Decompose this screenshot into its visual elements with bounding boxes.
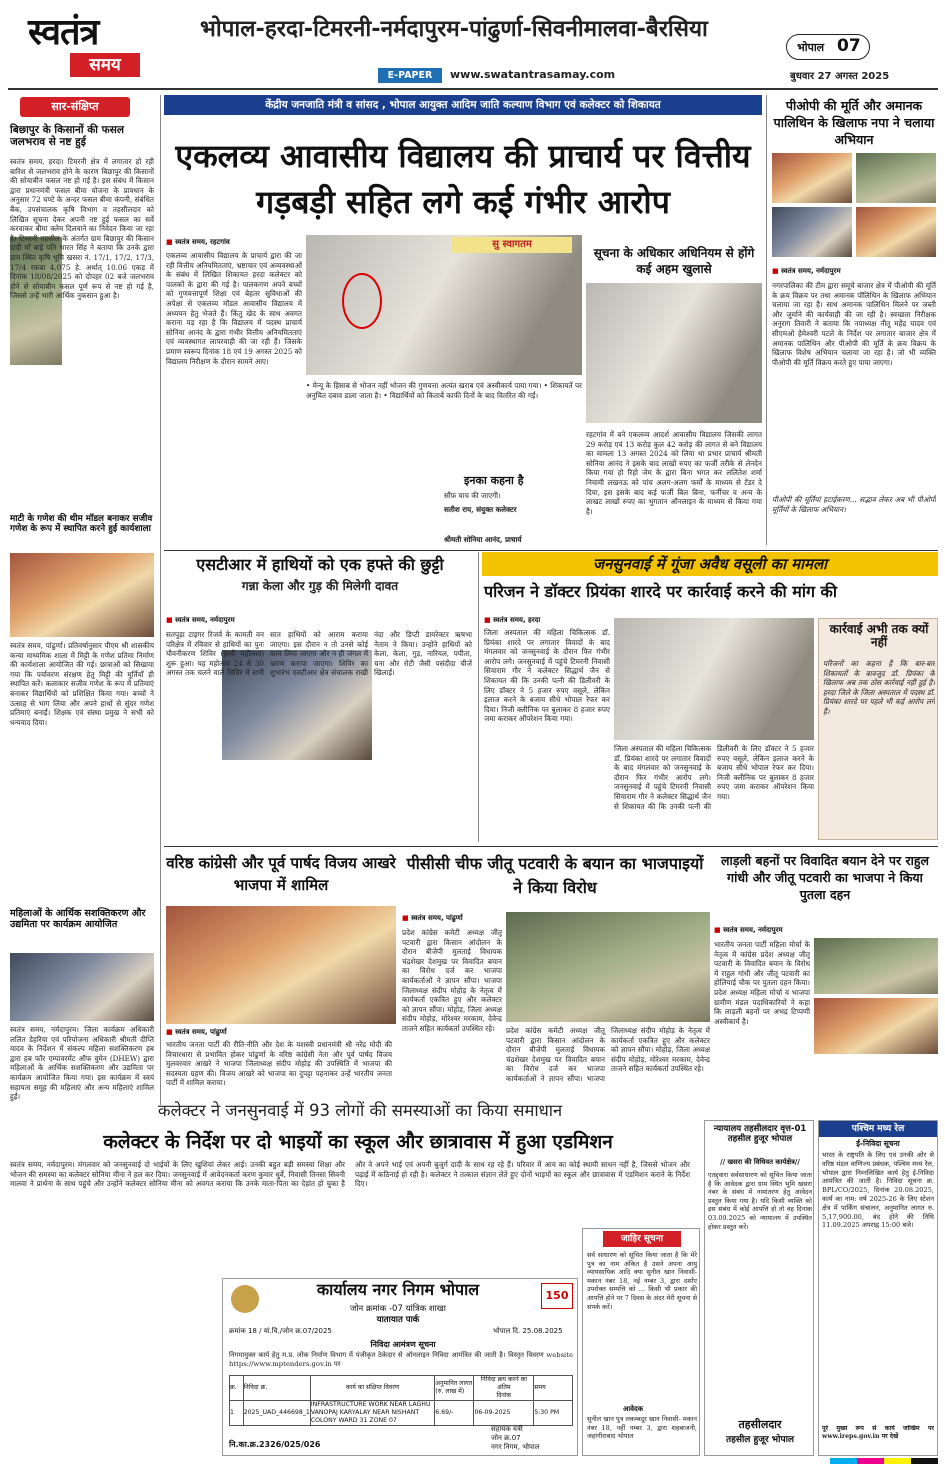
right-body: नगरपालिका की टीम द्वारा समूचे बाजार क्षेत्र में पीओपी की मूर्ति के क्रय विक्रय पर तथा अमानक पॉलिथिन के खिलाफ अभियान चलाया जा रहा है। साथ अमानक पालिथिन मिलने पर जब्ती और जुर्माने की कार्यवाही की जा रही है। स्वच्छता निरीक्षक अनुराग तिवारी ने बताया कि नपाध्यक्ष नीतू महेंद्र यादव एवं सीएमओ हेमेश्वरी पटले के निर्देश पर लगातार बाजार क्षेत्र में अमानक पालिथिन और पीओपी की मूर्ति के क्रय विक्रय के खिलाफ विशेष अभियान चलाया जा रहा है। जो भी व्यक्ति पीओपी की मूर्ति विक्रय करते हुए पाया जाएगा। xyxy=(772,281,936,367)
right-byline: ■ स्वतंत्र समय, नर्मदापुरम xyxy=(772,267,841,276)
tender-sign2: जोन क्र.07 xyxy=(491,1434,521,1442)
hearing-byline: ■ स्वतंत्र समय, हरदा xyxy=(484,616,540,625)
tender-notice-body: निगमायुक्त कार्य हेतु म.प्र. लोक निर्माण विभाग में पंजीकृत ठेकेदार से ऑनलाइन निविदा आमंत्रित की जाती है। विस्तृत विवरण website https://www.mptenders.gov.in पर xyxy=(229,1351,573,1368)
effigy-body: भारतीय जनता पार्टी महिला मोर्चा के नेतृत्व में कांग्रेस प्रदेश अध्यक्ष जीतू पटवारी के विवादित बयान के विरोध में राहुल गांधी और जीतू पटवारी का होलियाई चौक पर पुतला दहन किया। प्रदेश अध्यक्ष महिला मोर्चा व भाजपा ग्रामीण मंडल पदाधिकारियों ने कहा कि लाड़ली बहनों पर अभद्र टिप्पणी अस्वीकार्य है। xyxy=(714,940,810,1026)
sidebar-section-title: सार-संक्षिप्त xyxy=(51,100,99,113)
public-notice-title: जाहिर सूचना xyxy=(620,1234,664,1244)
tender-emblem: 150 xyxy=(541,1283,573,1309)
pcc-photo xyxy=(506,912,710,1022)
td-date: 06-09-2025 xyxy=(474,1401,534,1426)
lead-bullets: • मेन्यू के हिसाब से भोजन नहीं भोजन की गुणवत्ता अत्यंत खराब एवं अस्वीकार्य पाया गया। • शिकायतें पर अनुचित दबाव डाला जाता है। • विद्यार्थियों को किताबें काफी दिनों के बाद वितरित की गईं। xyxy=(306,381,582,400)
th-no: क्र. xyxy=(230,1376,244,1401)
public-notice-sign-body: सुनील खान पुत्र लकम्बदुर खान निवासी- मकान नंबर 18, नहीं नम्बर 3, द्वारा शहबाजनी, जहांगीराबाद भोपाल xyxy=(587,1415,697,1441)
lead-photo-banner: सु स्वागतम xyxy=(452,237,572,253)
sidebar-story1-body: स्वतंत्र समय, हरदा। टिमरनी क्षेत्र में लगातार हो रही बारिश से जलभराव होने के कारण बिछापुर की किसानों की सोयाबीन फसल नष्ट हो गई है। इस संबंध में किसान द्वारा प्रधानमंत्री फसल बीमा योजना के प्रावधान के अनुसार 72 घण्टे के अन्दर फसल बीमा कंपनी, संबंधित बैंक, उपसंचालक कृषि विभाग व तहसीलदार को लिखित सूचना देकर अपनी नष्ट हुई फसल का सर्वे करवाकर बीमा क्लेम दिलवाने का निवेदन किया जा रहा है। टिमरनी तहसील के अंतर्गत ग्राम बिछापुर की किसान दादी माँ बाई पति भारत सिंह ने बताया कि उनके द्वारा ग्राम स्थित कृषि भूमि खसरा नं. 17/1, 17/2, 17/3, 17/4 रकबा 4.075 हे. अर्थात् 10.06 एकड़ में दिनांक 18/08/2025 को दोपहर 02 बजे जलभराव होने से सोयाबीन फसल पूर्ण रूप से नष्ट हो गई है, जिससे उन्हें भारी आर्थिक नुकसान हुआ है। xyxy=(10,157,154,301)
court-title: न्यायालय तहसीलदार वृत्त-01 तहसील हुजूर भोपाल xyxy=(713,1124,807,1144)
hearing-box-body: परिजनों का कहना है कि बार-बार शिकायतों के बावजूद डॉ. प्रियंका के खिलाफ अब तक ठोस कार्रवाई नहीं हुई है। हरदा जिले के जिला अस्पताल में पदस्थ डॉ. प्रियंका शारदे पर पहले भी कई आरोप लगे हैं। xyxy=(823,659,935,716)
td-nit: 2025_UAD_446698_1 xyxy=(243,1401,310,1426)
public-notice-title-box xyxy=(603,1231,681,1247)
congress-photo xyxy=(166,906,396,1024)
collector-kicker: कलेक्टर ने जनसुनवाई में 93 लोगों की समस्याओं का किया समाधान xyxy=(157,1101,563,1120)
lead-photo-highlight xyxy=(342,273,382,329)
right-column xyxy=(770,95,938,550)
railway-title: पश्चिम मध्य रेल xyxy=(851,1124,905,1134)
th-date-label: निविदा क्रय करने का अंतिम xyxy=(480,1376,527,1391)
right-caption: पीओपी की मूर्तियां हटाईकरण... सद्भाव लेकर अब भी पीओपी मूर्तियों के खिलाफ अभियान। xyxy=(772,495,936,514)
page-badge xyxy=(786,34,870,60)
railway-subtitle: ई-निविदा सूचना xyxy=(856,1139,900,1148)
lead-headline: एकलव्य आवासीय विद्यालय की प्राचार्य पर वित्तीय गड़बड़ी सहित लगे कई गंभीर आरोप xyxy=(175,137,751,221)
public-notice xyxy=(582,1228,700,1456)
masthead-rule xyxy=(8,88,938,90)
hr-mid xyxy=(164,550,938,551)
effigy-photo-1 xyxy=(814,938,938,994)
court-body: एतद्द्वारा सर्वसाधारण को सूचित किया जाता है कि आवेदक द्वारा ग्राम स्थित भूमि खसरा नंबर के संबंध में नामांतरण हेतु आवेदन प्रस्तुत किया गया है। यदि किसी व्यक्ति को इस संबंध में कोई आपत्ति हो तो वह दिनांक 03.09.2025 को न्यायालय में उपस्थित होकर प्रस्तुत करें। xyxy=(708,1171,812,1231)
th-work: कार्य का संक्षिप्त विवरण xyxy=(310,1376,434,1401)
th-date-sub: दिनांक xyxy=(496,1392,512,1399)
td-time: 5:30 PM xyxy=(534,1401,573,1426)
elephant-divider xyxy=(478,552,479,842)
tender-notice-title: निविदा आमंत्रण सूचना xyxy=(370,1340,436,1349)
hearing-box-title: कार्रवाई अभी तक क्यों नहीं xyxy=(829,622,929,650)
court-sign2: तहसील हुजूर भोपाल xyxy=(725,1435,795,1445)
sidebar-story3-body: स्वतंत्र समय, नर्मदापुरम। जिला कार्यक्रम अधिकारी ललित डेहरिया एवं परियोजना अधिकारी श्रीमती दीप्ति यादव के निर्देशन में संकल्प महिला सशक्तिकरण हब द्वारा हब फॉर एम्पावरमेंट ऑफ वुमेन (DHEW) द्वारा महिलाओं के आर्थिक सशक्तिकरण और उद्यमिता पर कार्यक्रम आयोजित किया गया। इस कार्यक्रम में स्वयं सहायता समूह की महिलाएं और अन्य महिलाएं शामिल हुईं। xyxy=(10,1025,154,1102)
website-link[interactable]: www.swatantrasamay.com xyxy=(450,68,616,81)
sidebar-story1-headline: बिछापुर के किसानों की फसल जलभराव से नष्ट हुई xyxy=(10,124,124,148)
masthead xyxy=(0,0,945,90)
right-divider xyxy=(766,95,767,545)
right-photo-1 xyxy=(772,153,852,203)
logo-bottom-box xyxy=(70,53,140,77)
page-number: 07 xyxy=(837,36,861,56)
epaper-badge xyxy=(378,68,442,83)
pcc-body2: प्रदेश कांग्रेस कमेटी अध्यक्ष जीतू पटवारी द्वारा किसान आंदोलन के दौरान बीजेपी मुलताई विधायक चंद्रशेखर देशमुख पर विवादित बयान का विरोध दर्ज कर भाजपा कार्यकर्ताओं ने ज्ञापन सौंपा। भाजपा जिलाध्यक्ष संदीप मोहोड़ के नेतृत्व में कार्यकर्ता एकत्रित हुए और कलेक्टर को ज्ञापन सौंपा। मोहोड़, जिला अध्यक्ष संदीप मोहोड़, मोरेश्वर मरकाम, देवेन्द्र ताजने सहित कार्यकर्ता उपस्थित रहे। xyxy=(506,1026,710,1083)
rti-body: रहटगांव में बने एकलव्य आदर्श आवासीय विद्यालय जिसकी लागत 29 करोड़ एवं 13 करोड़ कुल 42 करोड़ की लागत से बने विद्यालय का मामला 13 अगस्त 2024 को लिया था प्रभार प्राचार्य श्रीमती सोनिया आनंद ने इसके बाद लाखों रुपए का फर्जी तरीके से लेनदेन किया गया हो रिहो जेम के द्वारा बिना भगत कर ललितेश शर्मा नियामी लखनऊ को पांच अलग-अलग फर्मों के माध्यम से टेंडर दे दिया, इस इसके बाद कई फर्जी बिल बिना, फर्नीचर व अन्य के लाखट लाखों रुपए का भुगतान ऑनलाइन के माध्यम से किया गया है। xyxy=(586,430,762,516)
right-photo-3 xyxy=(772,207,852,257)
railway-notice xyxy=(818,1120,938,1456)
editions: भोपाल-हरदा-टिमरनी-नर्मदापुरम-पांढुर्णा-सिवनीमालवा-बैरसिया xyxy=(200,16,708,42)
collector-body: स्वतंत्र समय, नर्मदापुरम। मंगलवार को जनसुनवाई दो भाईयों के लिए खुशियां लेकर आई। उनकी बहुत बड़ी समस्या शिक्षा और भोजन की समस्या का कलेक्टर सोनिया मीना ने हल कर दिया। जनसुनवाई में आवेदनकर्ता करण कुमार धुर्वे, निवासी तिनसा सिवनी मालवा ने प्रार्थना के साथ पहुंचे और उन्होंने कलेक्टर सोनिया मीना को अवगत कराया कि उनके माता-पिता का देहांत हो चुका है और वे अपने भाई एवं अपनी बुजुर्ग दादी के साथ रह रहे हैं। परिवार में आय का कोई स्थायी साधन नहीं है, जिससे भोजन और पढ़ाई में कठिनाई हो रही है। कलेक्टर ने तत्काल संज्ञान लेते हुए दोनों भाइयों का स्कूल और छात्रावास में एडमिशन कराने के निर्देश दिए। xyxy=(10,1160,690,1189)
hearing-headline: परिजन ने डॉक्टर प्रियंका शारदे पर कार्रवाई करने की मांग की xyxy=(484,582,837,601)
congress-headline: वरिष्ठ कांग्रेसी और पूर्व पार्षद विजय आखरे भाजपा में शामिल xyxy=(166,854,396,894)
hearing-photo xyxy=(614,618,814,740)
lead-kicker-box xyxy=(164,95,762,115)
hearing-body: जिला अस्पताल की महिला चिकित्सक डॉ. प्रियंका शारदे पर लगातार विवादों के बाद मंगलवार को जनसुनवाई के दौरान फिर गंभीर आरोप लगे। जनसुनवाई में पहुंचे टिमरनी निवासी सियाराम गौर ने कलेक्टर सिद्धार्थ जैन से शिकायत की कि उनकी पत्नी की डिलीवरी के लिए डॉक्टर ने 5 हजार रुपए वसूले, लेकिन इलाज करने के बजाय सीधे भोपाल रेफर कर दिया। निजी क्लीनिक पर बुलाकर 8 हजार रुपए जमा कराकर ऑपरेशन किया गया। xyxy=(484,628,610,724)
lead-body: एकलव्य आवासीय विद्यालय के प्राचार्य द्वारा की जा रही वित्तीय अनियमितताएं, भ्रष्टाचार एवं अव्यवस्थाओं के संबंध में लिखित शिकायत हरदा कलेक्टर को पालकों के द्वारा की गई है। पालकगण अपने बच्चों को गुणवत्तापूर्ण शिक्षा एवं बेहतर सुविधाओं की अपेक्षा से एकलव्य मॉडल आवासीय विद्यालय में अध्ययन हेतु भेजते हैं। किंतु खेद के साथ अवगत कराना पड़ रहा है कि विद्यालय में पदस्थ प्राचार्य सोनिया आनंद के द्वारा गंभीर वित्तीय अनियमितताएं एवं व्यवस्थागत लापरवाही की जा रही हैं। जिसके प्रमाण स्वरूप दिनांक 18 एवं 19 अगस्त 2025 को विद्यालय निरीक्षण के दौरान सामने आए। xyxy=(166,251,302,366)
th-nit: निविदा क्र. xyxy=(243,1376,310,1401)
court-notice xyxy=(704,1120,814,1456)
hearing-kicker-box xyxy=(482,552,938,576)
logo-bottom-text: समय xyxy=(89,55,121,75)
lead-quote-title: इनका कहना है xyxy=(464,474,524,487)
railway-title-box xyxy=(819,1121,937,1137)
tender-sign1: सहायक यंत्री xyxy=(491,1425,523,1433)
tender-table xyxy=(229,1375,573,1426)
public-notice-body: सर्व साधारण को सूचित किया जाता है कि मेरे पुत्र का नाम अंकित है उसने अपना आयु व्यायसायिक आदि क्या सुनील खान निवासी-मकान नंबर 18, नई नम्बर 3, द्वारा दर्शाए उपरोक्त सम्पत्ति को ... किसी भी प्रकार की आपत्ति होने पर 7 दिवस के अंदर मेरी सूचना से संपर्क करें। xyxy=(587,1251,697,1311)
tender-office: कार्यालय नगर निगम भोपाल xyxy=(316,1280,480,1299)
tender-sign3: नगर निगम, भोपाल xyxy=(491,1443,540,1451)
congress-byline: ■ स्वतंत्र समय, पांढुर्णा xyxy=(166,1028,227,1037)
lead-quote2: सतीश राय, संयुक्त कलेक्टर xyxy=(444,505,517,514)
hearing-story xyxy=(482,552,938,844)
th-date xyxy=(474,1376,534,1401)
lead-photo xyxy=(306,235,582,375)
railway-footer: पूरे मुख्य रूप से कार्य जोखिम पर www.ireps.gov.in पर देखें xyxy=(822,1425,934,1440)
elephant-story xyxy=(164,552,476,844)
tender-notice xyxy=(222,1278,578,1456)
logo-top-text: स्वतंत्र xyxy=(28,12,99,53)
lead-quote3: श्रीमती सोनिया आनंद, प्राचार्य xyxy=(444,535,522,544)
sidebar-divider xyxy=(160,95,161,1105)
elephant-subhead: गन्ना केला और गुड़ की मिलेगी दावत xyxy=(241,579,399,593)
sidebar-section-title-box xyxy=(20,97,130,117)
railway-body: भारत के राष्ट्रपति के लिए एवं उनकी ओर से वरिष्ठ मंडल वाणिज्य प्रबंधक, पश्चिम मध्य रेल, भोपाल द्वारा निम्नलिखित कार्य हेतु ई-निविदा आमंत्रित की जाती है। निविदा सूचना क्र. BPL/CO/2025, दिनांक 20.08.2025, कार्य का नाम: वर्ष 2025-26 के लिए स्टेशन क्षेत्र में पार्किंग संचालन, अनुमानित लागत रु. 5,17,900.00, बंद होने की तिथि 11.09.2025 अपराह्न 15:00 बजे। xyxy=(822,1151,934,1230)
effigy-photo-2 xyxy=(814,998,938,1054)
court-sign1: तहसीलदार xyxy=(738,1418,782,1431)
pcc-story xyxy=(400,850,710,1110)
tender-footer-no: नि.का.क्र.2326/025/026 xyxy=(229,1440,321,1449)
lead-kicker: केंद्रीय जनजाति मंत्री व सांसद , भोपाल आयुक्त आदिम जाति कल्याण विभाग एवं कलेक्टर को शिकायत xyxy=(265,99,661,111)
public-notice-sign-title: आवेदक xyxy=(623,1405,644,1413)
lead-story xyxy=(164,95,762,550)
city-label: भोपाल xyxy=(797,41,825,54)
effigy-story xyxy=(712,850,938,1112)
court-subtitle: // खसरा की विधिवत कार्यक्षेत्र// xyxy=(720,1158,800,1166)
congress-body: भारतीय जनता पार्टी की रीति-नीति और देश के यशस्वी प्रधानमंत्री श्री नरेंद्र मोदी की विचारधारा से प्रभावित होकर पांढुर्णा के वरिष्ठ कांग्रेसी नेता और पूर्व पार्षद विजय मुलवरवार आखरे ने भाजपा जिलाध्यक्ष संदीप मोहोड़ की उपस्थिति में भाजपा की सदस्यता ग्रहण की। विजय आखरे को भाजपा का दुपट्टा पहनाकर उन्हें भारतीय जनता पार्टी में शामिल कराया। xyxy=(166,1040,392,1088)
pcc-body: प्रदेश कांग्रेस कमेटी अध्यक्ष जीतू पटवारी द्वारा किसान आंदोलन के दौरान बीजेपी मुलताई विधायक चंद्रशेखर देशमुख पर विवादित बयान का विरोध दर्ज कर भाजपा कार्यकर्ताओं ने ज्ञापन सौंपा। भाजपा जिलाध्यक्ष संदीप मोहोड़ के नेतृत्व में कार्यकर्ता एकत्रित हुए और कलेक्टर को ज्ञापन सौंपा। मोहोड़, जिला अध्यक्ष संदीप मोहोड़, मोरेश्वर मरकाम, देवेन्द्र ताजने सहित कार्यकर्ता उपस्थित रहे। xyxy=(402,928,502,1033)
right-photo-2 xyxy=(856,153,936,203)
sidebar-story3-headline: महिलाओं के आर्थिक सशक्तिकरण और उद्यमिता पर कार्यक्रम आयोजित xyxy=(10,908,146,930)
right-photo-4 xyxy=(856,207,936,257)
hearing-box xyxy=(818,618,938,840)
elephant-headline: एसटीआर में हाथियों को एक हफ्ते की छुट्टी xyxy=(196,555,444,574)
tender-dept: यातायात पार्क xyxy=(376,1315,420,1325)
sidebar-story2-photo xyxy=(10,553,154,637)
hr-mid2 xyxy=(164,846,938,847)
issue-date: बुधवार 27 अगस्त 2025 xyxy=(790,71,890,82)
hearing-body2: जिला अस्पताल की महिला चिकित्सक डॉ. प्रियंका शारदे पर लगातार विवादों के बाद मंगलवार को जनसुनवाई के दौरान फिर गंभीर आरोप लगे। जनसुनवाई में पहुंचे टिमरनी निवासी सियाराम गौर ने कलेक्टर सिद्धार्थ जैन से शिकायत की कि उनकी पत्नी की डिलीवरी के लिए डॉक्टर ने 5 हजार रुपए वसूले, लेकिन इलाज करने के बजाय सीधे भोपाल रेफर कर दिया। निजी क्लीनिक पर बुलाकर 8 हजार रुपए जमा कराकर ऑपरेशन किया गया। xyxy=(614,744,814,811)
td-cost: 6.69/- xyxy=(435,1401,474,1426)
td-work: INFRASTRUCTURE WORK NEAR LAGHU VANOPAJ KARYALAY NEAR NISHANT COLONY WARD 31 ZONE 07 xyxy=(310,1401,434,1426)
effigy-headline: लाड़ली बहनों पर विवादित बयान देने पर राहुल गांधी और जीतू पटवारी का भाजपा ने किया पुतला दहन xyxy=(721,853,929,902)
epaper-label: E-PAPER xyxy=(387,70,433,81)
logo[interactable] xyxy=(8,6,168,84)
tender-ref: क्रमांक 18 / यां.वि./जोन क्र.07/2025 xyxy=(229,1327,332,1335)
pcc-byline: ■ स्वतंत्र समय, पांढुर्णा xyxy=(402,914,463,923)
right-headline: पीओपी की मूर्ति और अमानक पालिथिन के खिलाफ नपा ने चलाया अभियान xyxy=(773,98,935,147)
rti-headline: सूचना के अधिकार अधिनियम से होंगे कई अहम खुलासे xyxy=(593,246,755,276)
lead-byline: ■ स्वतंत्र समय, रहटगांव xyxy=(166,238,230,247)
tender-zone: जोन क्रमांक -07 यांत्रिक शाखा xyxy=(350,1304,446,1314)
tender-logo xyxy=(231,1285,259,1313)
sidebar-story3-photo xyxy=(10,953,154,1021)
pcc-headline: पीसीसी चीफ जीतू पटवारी के बयान का भाजपाइयों ने किया विरोध xyxy=(406,854,704,897)
collector-headline: कलेक्टर के निर्देश पर दो भाइयों का स्कूल और छात्रावास में हुआ एडमिशन xyxy=(103,1131,613,1153)
color-bar xyxy=(830,1458,938,1464)
effigy-byline: ■ स्वतंत्र समय, नर्मदापुरम xyxy=(714,926,783,935)
sidebar-story2-headline: माटी के गणेश की थीम मॉडल बनाकर सजीव गणेश के रूप में स्थापित करने हुई कार्यशाला xyxy=(10,514,153,534)
rti-photo xyxy=(586,283,762,423)
td-no: 1 xyxy=(230,1401,244,1426)
elephant-byline: ■ स्वतंत्र समय, नर्मदापुरम xyxy=(166,616,235,625)
th-time: समय xyxy=(534,1376,573,1401)
elephant-body: सतपुड़ा टाइगर रिजर्व के कामती वन परिक्षेत्र में रविवार से हाथियों का पुनः यौवनीकरण शिविर (हाथी महोत्सव) शुरू हुआ। यह महोत्सव 24 से 30 अगस्त तक चलने वाले शिविर में सभी सात हाथियों को आराम कराया जाएगा। इस दौरान न तो उनसे कोई काम लिया जाएगा और न ही जंगल में भ्रमण कराया जाएगा। शिविर का शुभारंभ एसटीआर क्षेत्र संचालक राखी नंदा और डिप्टी डायरेक्टर ऋषभा नेताम ने किया। उन्होंने हाथियों को केला, केला, गुड़, नारियल, पपीता, चना और रोटी जैसी पसंदीदा चीजें खिलाईं। xyxy=(166,630,472,678)
lead-quote1: सौंफ़ वाच की जाएगी। xyxy=(444,491,501,500)
th-cost: अनुमानित लागत (रु. लाख में) xyxy=(435,1376,474,1401)
sidebar-story2-body: स्वतंत्र समय, पांढुर्णा। प्रतिवर्षानुसार पीएम श्री शासकीय कन्या माध्यमिक शाला में मिट्टी के गणेश प्रतिमा निर्माण की कार्यशाला आयोजित की गई। छात्राओं को सिखाया गया कि पर्यावरण संरक्षण हेतु मिट्टी की मूर्तियाँ ही स्थापित करें। कलाकार सजीव गणेश के रूप में प्रतिमाएं बनाकर विद्यार्थियों को प्रशिक्षित किया गया। बच्चों ने उत्साह से भाग लिया और अपने हाथों से सुंदर गणेश प्रतिमाएं बनाईं। शिक्षक एवं संस्था प्रमुख ने सभी को धन्यवाद दिया। xyxy=(10,641,154,727)
tender-date: भोपाल दि. 25.08.2025 xyxy=(493,1327,563,1335)
hearing-kicker: जनसुनवाई में गूंजा अवैध वसूली का मामला xyxy=(592,555,828,573)
